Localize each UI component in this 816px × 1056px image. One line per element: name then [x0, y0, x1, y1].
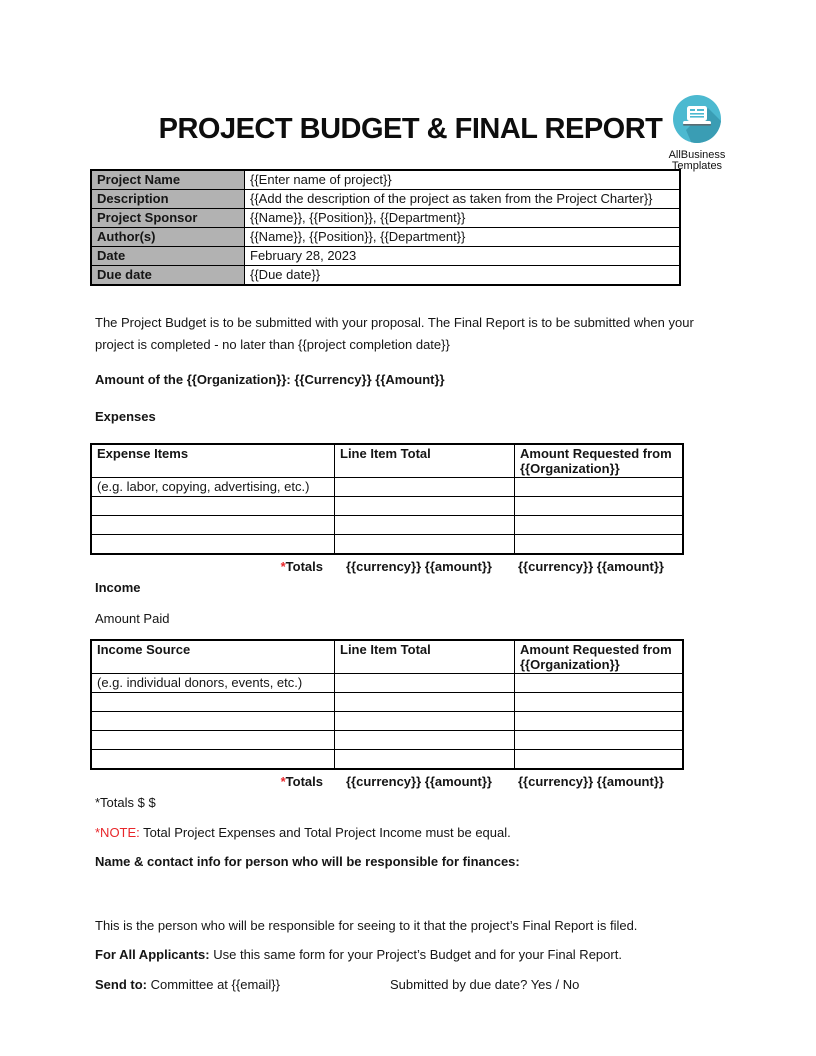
income-header-cell: Line Item Total — [335, 640, 515, 674]
empty-cell — [515, 750, 684, 770]
income-empty-row — [91, 750, 683, 770]
empty-cell — [515, 497, 684, 516]
expenses-heading: Expenses — [95, 409, 156, 424]
totals-symbols-note: *Totals $ $ — [95, 795, 156, 810]
income-empty-row — [91, 731, 683, 750]
info-label: Date — [91, 247, 245, 266]
info-row — [91, 247, 680, 266]
income-table — [90, 639, 684, 770]
allbusiness-logo — [664, 94, 730, 172]
expenses-empty-row — [91, 535, 683, 555]
info-value: {{Name}}, {{Position}}, {{Department}} — [245, 209, 681, 228]
empty-cell — [91, 712, 335, 731]
empty-cell — [335, 516, 515, 535]
send-to-lead: Send to: — [95, 977, 147, 992]
empty-cell — [335, 497, 515, 516]
expenses-header-row — [91, 444, 683, 478]
income-header-row — [91, 640, 683, 674]
empty-cell — [515, 731, 684, 750]
red-asterisk: * — [280, 559, 286, 574]
info-value: February 28, 2023 — [245, 247, 681, 266]
empty-cell — [515, 712, 684, 731]
info-row — [91, 228, 680, 247]
empty-cell — [91, 516, 335, 535]
expenses-totals-row — [90, 558, 681, 575]
income-example-cell: (e.g. individual donors, events, etc.) — [91, 674, 335, 693]
info-row — [91, 190, 680, 209]
income-empty-row — [91, 693, 683, 712]
logo-text — [664, 150, 730, 172]
empty-cell — [515, 516, 684, 535]
laptop-icon — [672, 94, 722, 144]
info-label: Due date — [91, 266, 245, 286]
expenses-total-line-item: {{currency}} {{amount}} — [346, 559, 492, 574]
submitted-by-question: Submitted by due date? Yes / No — [390, 977, 580, 992]
income-totals-row — [90, 773, 681, 790]
expenses-empty-row — [91, 497, 683, 516]
logo-text-line2: Templates — [671, 160, 723, 172]
equal-note — [95, 824, 726, 841]
expenses-header-cell: Expense Items — [91, 444, 335, 478]
income-heading: Income — [95, 580, 141, 595]
info-row — [91, 170, 680, 190]
info-value: {{Enter name of project}} — [245, 170, 681, 190]
info-label: Description — [91, 190, 245, 209]
red-asterisk: * — [280, 774, 286, 789]
empty-cell — [91, 535, 335, 555]
empty-cell — [335, 731, 515, 750]
empty-cell — [335, 674, 515, 693]
income-empty-row — [91, 712, 683, 731]
empty-cell — [515, 478, 684, 497]
empty-cell — [515, 535, 684, 555]
note-lead: *NOTE: — [95, 825, 140, 840]
empty-cell — [515, 674, 684, 693]
send-to-line — [95, 976, 726, 993]
expenses-empty-row — [91, 516, 683, 535]
empty-cell — [91, 497, 335, 516]
info-label: Project Sponsor — [91, 209, 245, 228]
send-to-rest: Committee at {{email}} — [147, 977, 280, 992]
empty-cell — [91, 731, 335, 750]
info-row — [91, 266, 680, 286]
page-title: PROJECT BUDGET & FINAL REPORT — [158, 113, 663, 145]
income-header-cell: Income Source — [91, 640, 335, 674]
info-label: Project Name — [91, 170, 245, 190]
expenses-table — [90, 443, 684, 555]
empty-cell — [335, 712, 515, 731]
income-header-cell: Amount Requested from {{Organization}} — [515, 640, 684, 674]
logo-text-line1: AllBusiness — [668, 149, 726, 161]
info-label: Author(s) — [91, 228, 245, 247]
expenses-header-cell: Line Item Total — [335, 444, 515, 478]
expenses-example-cell: (e.g. labor, copying, advertising, etc.) — [91, 478, 335, 497]
info-value: {{Due date}} — [245, 266, 681, 286]
info-row — [91, 209, 680, 228]
empty-cell — [335, 478, 515, 497]
intro-paragraph: The Project Budget is to be submitted with your proposal. The Final Report is to be submitted when your project is completed - no later than {{project completion date}} — [95, 315, 694, 352]
empty-cell — [91, 750, 335, 770]
expenses-total-requested: {{currency}} {{amount}} — [518, 559, 664, 574]
income-total-line-item: {{currency}} {{amount}} — [346, 774, 492, 789]
empty-cell — [335, 693, 515, 712]
amount-line: Amount of the {{Organization}}: {{Currency}} {{Amount}} — [95, 372, 445, 387]
project-info-table — [90, 169, 681, 286]
applicants-lead: For All Applicants: — [95, 947, 210, 962]
income-example-row — [91, 674, 683, 693]
empty-cell — [515, 693, 684, 712]
info-value: {{Name}}, {{Position}}, {{Department}} — [245, 228, 681, 247]
info-value: {{Add the description of the project as taken from the Project Charter}} — [245, 190, 681, 209]
applicants-line — [95, 946, 726, 963]
note-rest: Total Project Expenses and Total Project Income must be equal. — [139, 825, 511, 840]
person-responsibility-note: This is the person who will be responsible for seeing to it that the project’s Final Report is filed. — [95, 918, 638, 933]
applicants-rest: Use this same form for your Project’s Budget and for your Final Report. — [209, 947, 622, 962]
income-totals-label: *Totals — [280, 774, 323, 789]
empty-cell — [91, 693, 335, 712]
finance-contact-heading: Name & contact info for person who will be responsible for finances: — [95, 854, 520, 869]
expenses-header-cell: Amount Requested from {{Organization}} — [515, 444, 684, 478]
amount-paid-label: Amount Paid — [95, 611, 170, 626]
expenses-totals-label: *Totals — [280, 559, 323, 574]
empty-cell — [335, 535, 515, 555]
expenses-example-row — [91, 478, 683, 497]
empty-cell — [335, 750, 515, 770]
income-total-requested: {{currency}} {{amount}} — [518, 774, 664, 789]
